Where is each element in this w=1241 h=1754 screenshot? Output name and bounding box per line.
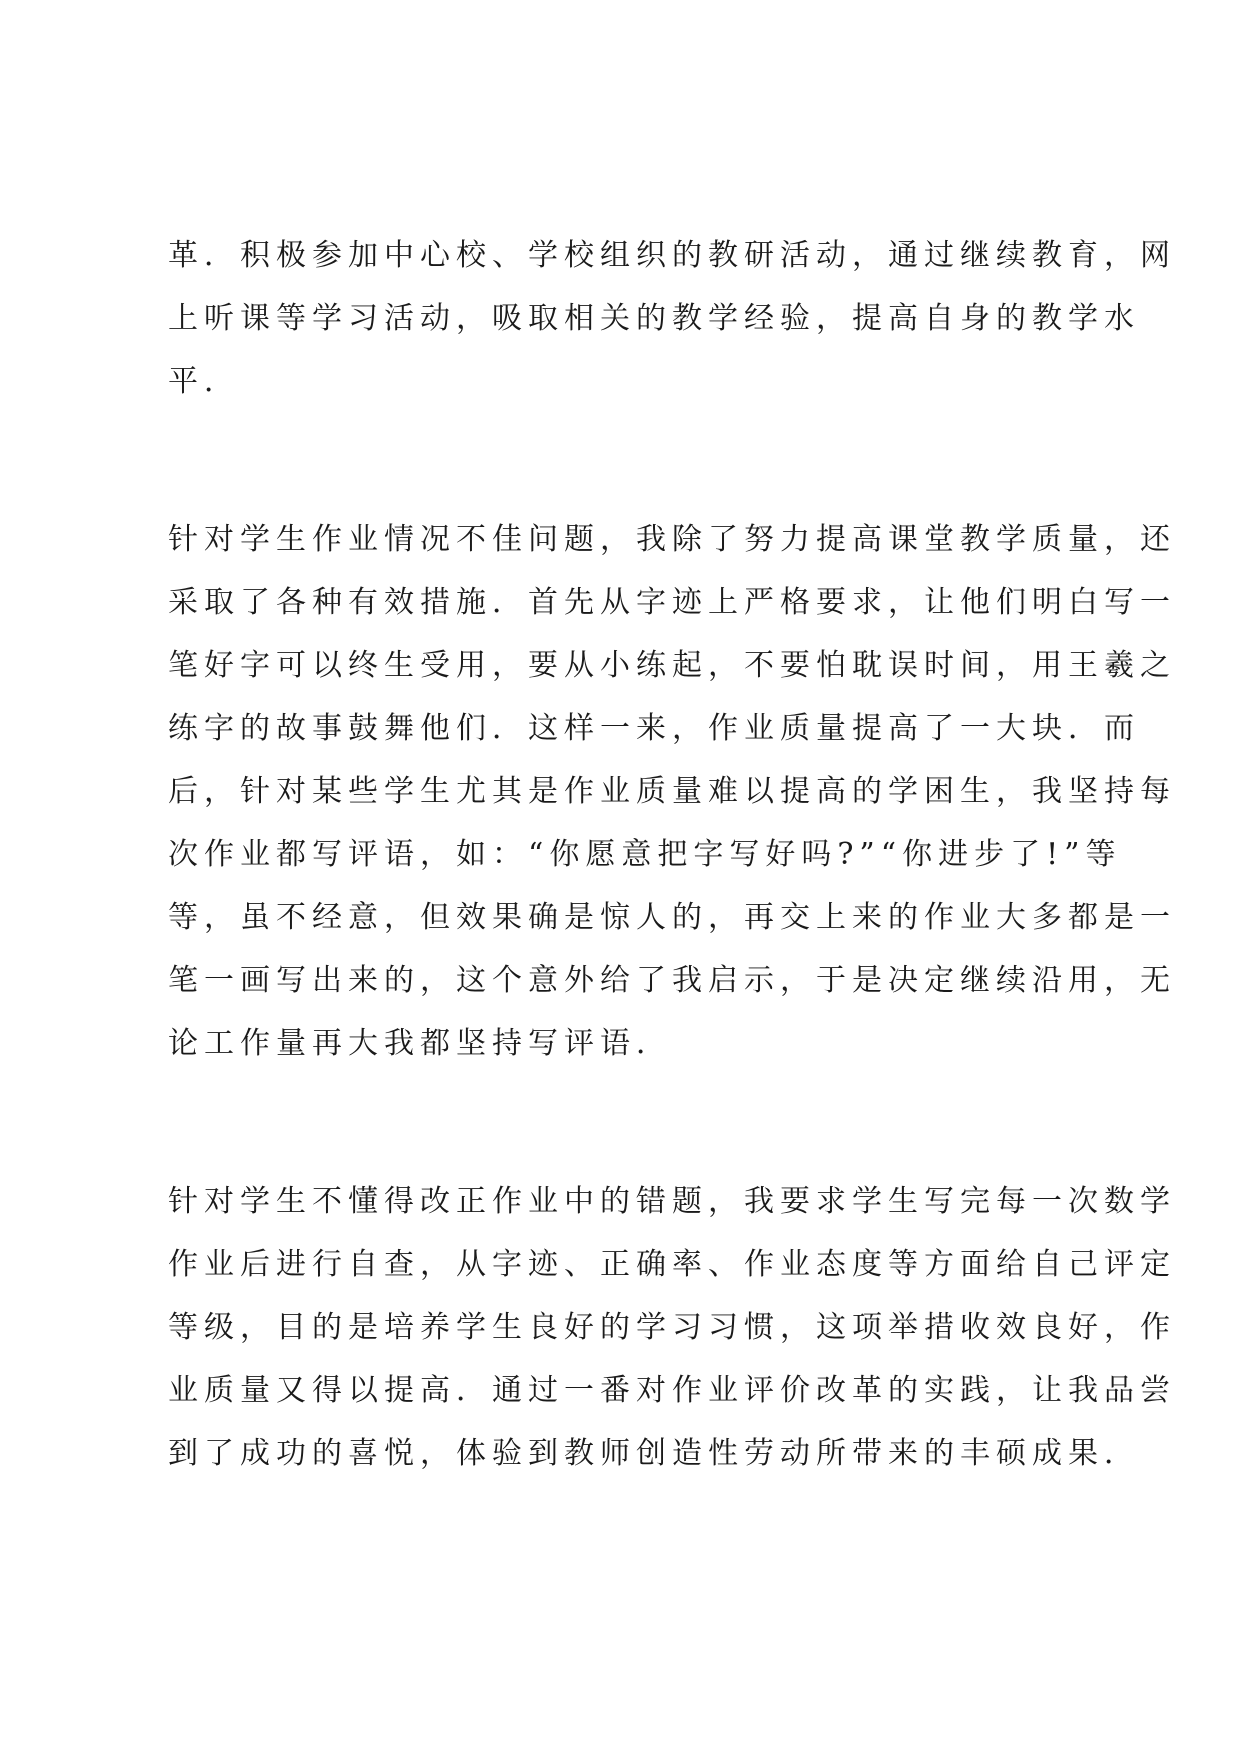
text-line: 笔好字可以终生受用，要从小练起，不要怕耽误时间，用王羲之 (168, 648, 1176, 683)
text-line: 业质量又得以提高．通过一番对作业评价改革的实践，让我品尝 (168, 1373, 1176, 1408)
text-line: 针对学生作业情况不佳问题，我除了努力提高课堂教学质量，还 (168, 522, 1176, 557)
text-line: 平． (168, 364, 240, 399)
text-line: 论工作量再大我都坚持写评语． (168, 1026, 672, 1061)
text-line: 采取了各种有效措施．首先从字迹上严格要求，让他们明白写一 (168, 585, 1176, 620)
text-line: 练字的故事鼓舞他们．这样一来，作业质量提高了一大块．而 (168, 711, 1140, 746)
paragraph-3 (168, 1170, 1176, 1485)
text-line: 后，针对某些学生尤其是作业质量难以提高的学困生，我坚持每 (168, 774, 1176, 809)
paragraph-1 (168, 224, 1176, 413)
text-line: 次作业都写评语，如：“你愿意把字写好吗?”“你进步了!”等 (168, 837, 1122, 872)
text-line: 针对学生不懂得改正作业中的错题，我要求学生写完每一次数学 (168, 1184, 1176, 1219)
text-line: 等，虽不经意，但效果确是惊人的，再交上来的作业大多都是一 (168, 900, 1176, 935)
text-line: 革．积极参加中心校、学校组织的教研活动，通过继续教育，网 (168, 238, 1176, 273)
text-line: 笔一画写出来的，这个意外给了我启示，于是决定继续沿用，无 (168, 963, 1176, 998)
paragraph-2 (168, 508, 1176, 1075)
text-line: 作业后进行自查，从字迹、正确率、作业态度等方面给自己评定 (168, 1247, 1176, 1282)
text-line: 等级，目的是培养学生良好的学习习惯，这项举措收效良好，作 (168, 1310, 1176, 1345)
document-body (168, 224, 1176, 1485)
text-line: 上听课等学习活动，吸取相关的教学经验，提高自身的教学水 (168, 301, 1140, 336)
text-line: 到了成功的喜悦，体验到教师创造性劳动所带来的丰硕成果． (168, 1436, 1140, 1471)
